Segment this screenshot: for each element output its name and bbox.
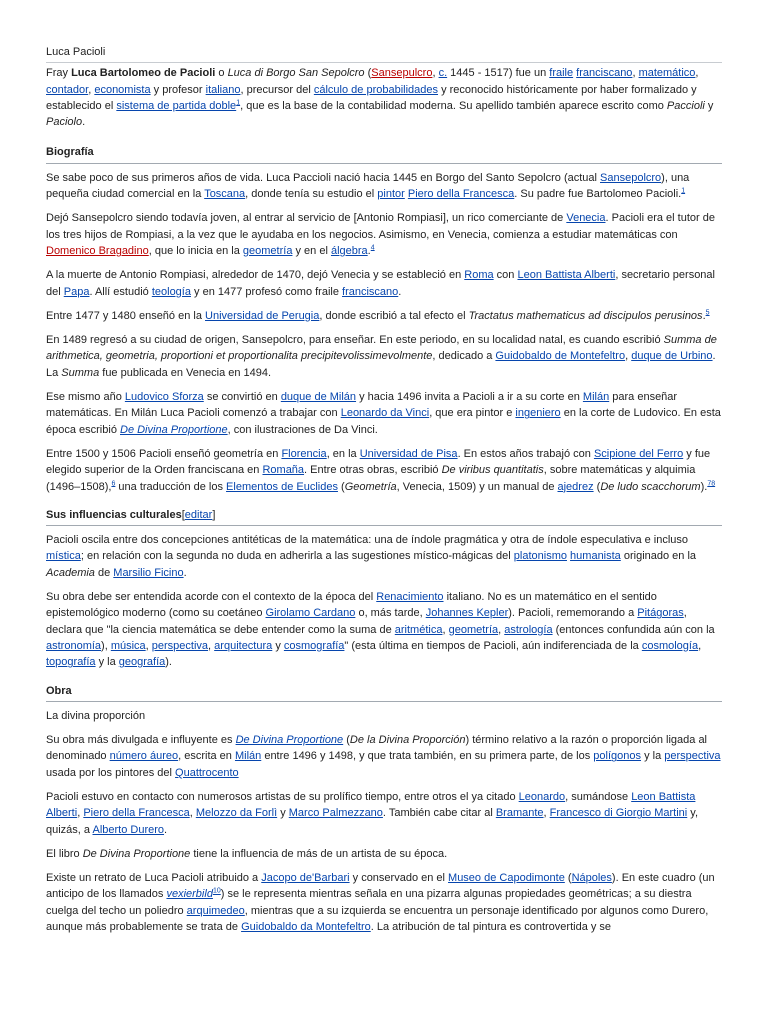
link-pitagoras[interactable]: Pitágoras [637,607,684,620]
bio-paragraph: En 1489 regresó a su ciudad de origen, Sansepolcro, para enseñar. En este periodo, en su localidad natal, es cuando escribió Summa de arithmetica, geometria, proportioni et proportionalita precipitevolissimevolmente, dedicado a Guidobaldo de Montefeltro, duque de Urbino. La Summa fue publicada en Venecia en 1494. [46,334,717,379]
link-alberto-durero[interactable]: Alberto Durero [92,823,165,836]
link-universidad-pisa[interactable]: Universidad de Pisa [359,447,458,460]
link-arquimedeo[interactable]: arquimedeo [186,904,245,917]
link-milan[interactable]: Milán [582,391,610,404]
footnote-10[interactable]: 10 [212,887,221,895]
link-marsilio-ficino[interactable]: Marsilio Ficino [113,566,184,579]
link-marco-palmezzano[interactable]: Marco Palmezzano [288,807,383,820]
link-topografia[interactable]: topografía [46,656,96,669]
link-napoles[interactable]: Nápoles [571,872,612,885]
link-vexierbild[interactable]: vexierbild [166,888,213,901]
link-de-divina-proportione[interactable]: De Divina Proportione [120,423,228,436]
link-leonardo[interactable]: Leonardo [518,790,566,803]
footnote-6[interactable]: 6 [111,479,116,487]
footnote-4[interactable]: 4 [370,244,375,252]
link-franciscano[interactable]: franciscano [342,285,399,298]
heading-influencias-culturales: Sus influencias culturales[editar] [46,507,722,526]
link-papa[interactable]: Papa [63,285,90,298]
footnote-1[interactable]: 1 [681,187,686,195]
link-florencia[interactable]: Florencia [281,447,327,460]
bio-paragraph: Ese mismo año Ludovico Sforza se convirtió en duque de Milán y hacia 1496 invita a Pacioli a ir a su corte en Milán para enseñar matemáticas. En Milán Luca Pacioli comenzó a trabajar con Leonardo da Vinci, que era pintor e ingeniero en la corte de Ludovico. En esta época escribió De Divina Proportione, con ilustraciones de Da Vinci. [46,391,721,436]
link-fraile[interactable]: fraile [549,67,574,80]
link-piero-della-francesca[interactable]: Piero della Francesca [83,807,190,820]
influencias-paragraph: Su obra debe ser entendida acorde con el contexto de la época del Renacimiento italiano. No es un matemático en el sentido epistemológico moderno (como su coetáneo Girolamo Cardano o, más tarde, Johannes Kepler). Pacioli, rememorando a Pitágoras, declara que "la ciencia matemática se debe entender como la suma de aritmética, geometría, astrología (entonces confundida aún con la astronomía), música, perspectiva, arquitectura y cosmografía" (esta última en tiempos de Pacioli, aún indiferenciada de la cosmología, topografía y la geografía). [46,591,715,669]
link-arquitectura[interactable]: arquitectura [214,639,273,652]
link-duque-urbino[interactable]: duque de Urbino [631,350,713,363]
bio-paragraph: Entre 1477 y 1480 enseñó en la Universidad de Perugia, donde escribió a tal efecto el Tractatus mathematicus ad discipulos perusinos.$^5$ [46,309,710,322]
link-girolamo-cardano[interactable]: Girolamo Cardano [265,607,356,620]
link-humanista[interactable]: humanista [570,550,621,563]
link-perspectiva[interactable]: perspectiva [151,639,209,652]
link-jacopo-de-barbari[interactable]: Jacopo de'Barbari [261,872,350,885]
link-renacimiento[interactable]: Renacimiento [376,591,444,604]
link-teologia[interactable]: teología [151,285,191,298]
page-title: Luca Pacioli [46,46,106,58]
article-body [46,44,722,943]
link-leonardo-da-vinci[interactable]: Leonardo da Vinci [340,407,430,420]
link-ingeniero[interactable]: ingeniero [515,407,561,420]
subheading-divina-proporcion: La divina proporción [46,709,146,722]
link-francesco-di-giorgio-martini[interactable]: Francesco di Giorgio Martini [549,807,688,820]
link-contador[interactable]: contador [46,83,89,96]
link-astronomia[interactable]: astronomía [46,639,102,652]
link-geometria[interactable]: geometría [448,623,499,636]
link-platonismo[interactable]: platonismo [513,550,567,563]
link-quattrocento[interactable]: Quattrocento [175,766,239,779]
link-museo-capodimonte[interactable]: Museo de Capodimonte [448,872,565,885]
heading-obra: Obra [46,683,722,702]
influencias-paragraph: Pacioli oscila entre dos concepciones antitéticas de la matemática: una de índole pragmática y otra de índole especulativa e incluso mística; en relación con la segunda no duda en adherirla a las sugestiones místico-mágicas del platonismo humanista originado en la Academia de Marsilio Ficino. [46,534,697,579]
link-leon-battista-alberti[interactable]: Leon Battista Alberti [517,269,616,282]
link-universidad-perugia[interactable]: Universidad de Perugia [205,309,320,322]
link-mistica[interactable]: mística [46,550,81,563]
link-geometria[interactable]: geometría [242,244,293,257]
link-sansepolcro[interactable]: Sansepolcro [600,171,662,184]
link-duque-milan[interactable]: duque de Milán [280,391,357,404]
link-johannes-kepler[interactable]: Johannes Kepler [425,607,509,620]
link-geografia[interactable]: geografía [118,656,166,669]
footnote-5[interactable]: 5 [705,309,710,317]
link-poligonos[interactable]: polígonos [593,750,642,763]
link-sansepulcro[interactable]: Sansepulcro [371,67,433,80]
link-sistema-partida-doble[interactable]: sistema de partida doble [116,99,237,112]
obra-paragraph: Pacioli estuvo en contacto con numerosos artistas de su prolífico tiempo, entre otros el ya citado Leonardo, sumándose Leon Battista Alberti, Piero della Francesca, Melozzo da Forlì y Marco Palmezzano. También cabe citar al Bramante, Francesco di Giorgio Martini y, quizás, a Alberto Durero. [46,790,699,836]
edit-section-link[interactable]: editar [184,508,213,521]
link-algebra[interactable]: álgebra [330,244,368,257]
bio-paragraph: A la muerte de Antonio Rompiasi, alrededor de 1470, dejó Venecia y se estableció en Roma con Leon Battista Alberti, secretario personal del Papa. Allí estudió teología y en 1477 profesó como fraile franciscano. [46,269,715,298]
link-elementos-euclides[interactable]: Elementos de Euclides [226,480,338,493]
link-astrologia[interactable]: astrología [504,623,553,636]
obra-paragraph: El libro De Divina Proportione tiene la influencia de más de un artista de su época. [46,847,448,860]
link-musica[interactable]: música [110,639,146,652]
link-romana[interactable]: Romaña [262,464,305,477]
obra-paragraph: Existe un retrato de Luca Pacioli atribuido a Jacopo de'Barbari y conservado en el Museo de Capodimonte (Nápoles). En este cuadro (un anticipo de los llamados vexierbild$^{10}$) se le representa mientras señala en una pizarra algunas propiedades geométricas; a su diestra cuelga del techo un poliedro arquimedeo, mientras que a su izquierda se encuentra un personaje identificado por algunos como Durero, aunque más probablemente se trata de Guidobaldo da Montefeltro. La atribución de tal pintura es controvertida y se [46,872,715,934]
link-calculo-probabilidades[interactable]: cálculo de probabilidades [313,83,439,96]
link-cosmologia[interactable]: cosmología [641,639,699,652]
footnote-1[interactable]: 1 [236,99,241,107]
link-bramante[interactable]: Bramante [495,807,544,820]
link-piero-della-francesca[interactable]: Piero della Francesca [407,188,515,201]
link-guidobaldo-montefeltro[interactable]: Guidobaldo de Montefeltro [495,350,626,363]
link-ludovico-sforza[interactable]: Ludovico Sforza [124,391,204,404]
bio-paragraph: Dejó Sansepolcro siendo todavía joven, al entrar al servicio de [Antonio Rompiasi], un rico comerciante de Venecia. Pacioli era el tutor de los tres hijos de Rompiasi, a la vez que le ayudaba en los negocios. Asimismo, en Venecia, comienza a estudiar matemáticas con Domenico Bragadino, que lo inicia en la geometría y en el álgebra.$^4$ [46,212,715,257]
bio-paragraph: Se sabe poco de sus primeros años de vida. Luca Paccioli nació hacia 1445 en Borgo del Santo Sepolcro (actual Sansepolcro), una pequeña ciudad comercial en la Toscana, donde tenía su estudio el pintor Piero della Francesca. Su padre fue Bartolomeo Pacioli.$^1$ [46,171,690,201]
link-matematico[interactable]: matemático [638,67,696,80]
link-economista[interactable]: economista [94,83,151,96]
link-italiano[interactable]: italiano [205,83,241,96]
link-leon-battista-alberti[interactable]: Leon Battista Alberti [46,790,696,820]
link-de-divina-proportione[interactable]: De Divina Proportione [235,734,344,747]
link-roma[interactable]: Roma [464,269,494,282]
link-milan[interactable]: Milán [234,750,262,763]
link-circa[interactable]: c. [438,67,448,80]
link-pintor[interactable]: pintor [377,188,405,201]
bio-paragraph: Entre 1500 y 1506 Pacioli enseñó geometría en Florencia, en la Universidad de Pisa. En estos años trabajó con Scipione del Ferro y fue elegido superior de la Orden franciscana en Romaña. Entre otras obras, escribió De viribus quantitatis, sobre matemáticas y alquimia (1496–1508),$^6$ una traducción de los Elementos de Euclides (Geometría, Venecia, 1509) y un manual de ajedrez (De ludo scacchorum).$^{78}$ [46,447,716,493]
heading-biografia: Biografía [46,144,722,163]
link-melozzo-da-forli[interactable]: Melozzo da Forlì [195,807,278,820]
link-scipione-del-ferro[interactable]: Scipione del Ferro [593,447,684,460]
link-domenico-bragadino[interactable]: Domenico Bragadino [46,244,149,257]
intro-paragraph: Fray Luca Bartolomeo de Pacioli o Luca di Borgo San Sepolcro (Sansepulcro, c. 1445 - 1517) fue un fraile franciscano, matemático, contador, economista y profesor italiano, precursor del cálculo de probabilidades y reconocido históricamente por haber formalizado y establecido el sistema de partida doble$^1$, que es la base de la contabilidad moderna. Su apellido también aparece escrito como Paccioli y Paciolo. [46,67,714,129]
link-venecia[interactable]: Venecia [566,212,606,225]
link-ajedrez[interactable]: ajedrez [557,480,594,493]
link-guidobaldo-da-montefeltro[interactable]: Guidobaldo da Montefeltro [241,921,371,934]
link-franciscano[interactable]: franciscano [576,67,633,80]
link-perspectiva[interactable]: perspectiva [664,750,721,763]
link-aritmetica[interactable]: aritmética [394,623,443,636]
obra-paragraph: Su obra más divulgada e influyente es De Divina Proportione (De la Divina Proporción) término relativo a la razón o proporción ligada al denominado número áureo, escrita en Milán entre 1496 y 1498, y que trata también, en su primera parte, de los polígonos y la perspectiva usada por los pintores del Quattrocento [46,734,721,779]
footnote-7-8[interactable]: 78 [707,479,716,487]
link-numero-aureo[interactable]: número áureo [109,750,179,763]
link-toscana[interactable]: Toscana [204,188,246,201]
title-divider [46,62,722,63]
link-cosmografia[interactable]: cosmografía [283,639,345,652]
